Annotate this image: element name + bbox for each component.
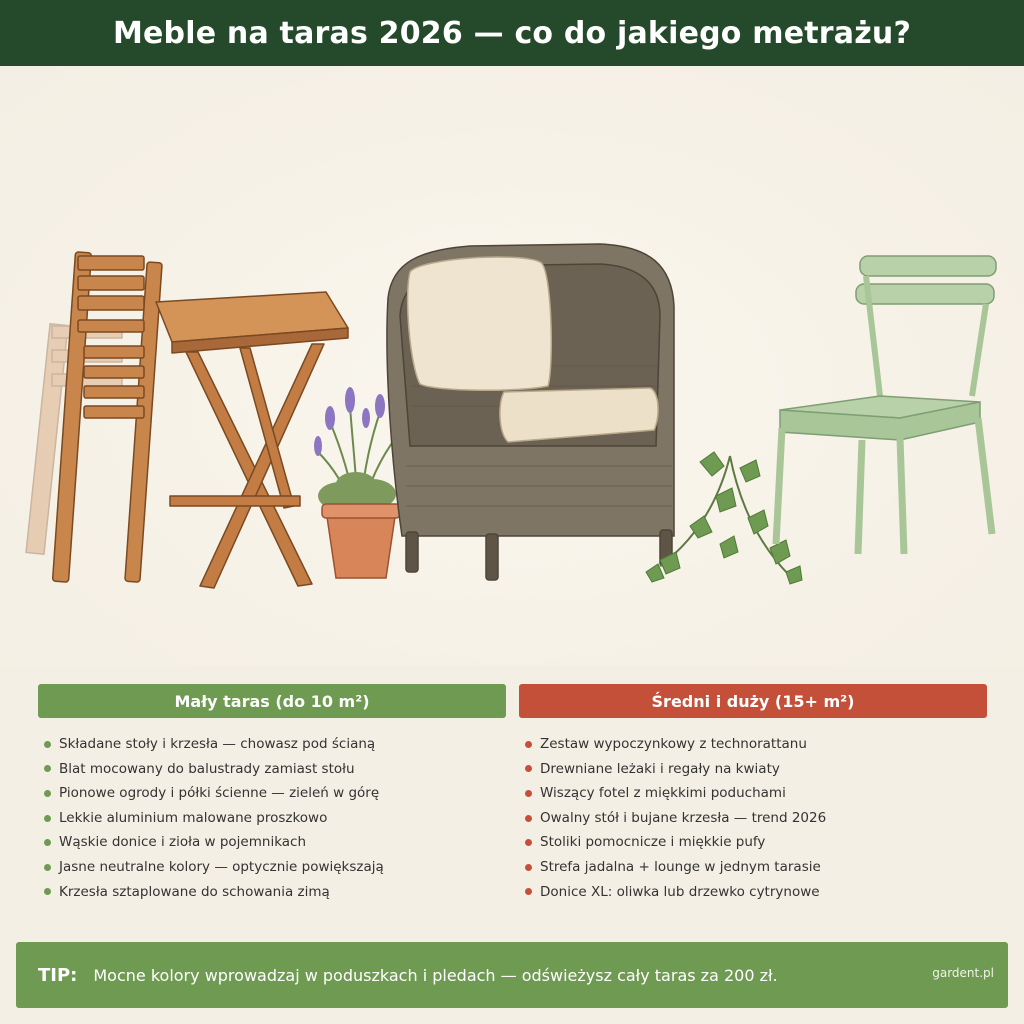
bullet-dot-icon [525,888,532,895]
list-item: Wiszący fotel z miękkimi poduchami [525,781,987,806]
list-item: Wąskie donice i zioła w pojemnikach [44,830,506,855]
list-item: Składane stoły i krzesła — chowasz pod ścianą [44,732,506,757]
large-terrace-column [519,684,987,904]
list-item: Stoliki pomocnicze i miękkie pufy [525,830,987,855]
large-terrace-list [519,732,987,904]
bullet-dot-icon [44,765,51,772]
tip-text: Mocne kolory wprowadzaj w poduszkach i pledach — odświeżysz cały taras za 200 zł. [93,965,778,985]
list-item: Blat mocowany do balustrady zamiast stołu [44,757,506,782]
bullet-dot-icon [44,888,51,895]
bullet-dot-icon [525,864,532,871]
list-item: Pionowe ogrody i półki ścienne — zieleń w górę [44,781,506,806]
page-title: Meble na taras 2026 — co do jakiego metrażu? [0,0,1024,66]
tip-label: TIP: [38,964,78,986]
bullet-dot-icon [44,741,51,748]
list-item: Krzesła sztaplowane do schowania zimą [44,880,506,905]
tip-banner [16,942,1008,1008]
list-item: Donice XL: oliwka lub drzewko cytrynowe [525,880,987,905]
green-metal-chair [776,256,996,554]
list-item: Zestaw wypoczynkowy z technorattanu [525,732,987,757]
list-item: Strefa jadalna + lounge w jednym tarasie [525,855,987,880]
bullet-dot-icon [44,790,51,797]
furniture-drawing [0,66,1024,666]
list-item: Lekkie aluminium malowane proszkowo [44,806,506,831]
small-terrace-list [38,732,506,904]
small-terrace-title: Mały taras (do 10 m²) [38,684,506,718]
bullet-dot-icon [525,815,532,822]
wicker-armchair [387,244,674,580]
bullet-dot-icon [44,864,51,871]
bullet-dot-icon [525,741,532,748]
large-terrace-title: Średni i duży (15+ m²) [519,684,987,718]
furniture-illustration [0,66,1024,666]
folding-wooden-set [26,252,348,588]
list-item: Owalny stół i bujane krzesła — trend 2026 [525,806,987,831]
bullet-dot-icon [44,815,51,822]
list-item: Drewniane leżaki i regały na kwiaty [525,757,987,782]
list-item: Jasne neutralne kolory — optycznie powiększają [44,855,506,880]
small-terrace-column [38,684,506,904]
bullet-dot-icon [525,839,532,846]
bullet-dot-icon [44,839,51,846]
bullet-dot-icon [525,790,532,797]
bullet-dot-icon [525,765,532,772]
brand-name: gardent.pl [932,966,994,980]
